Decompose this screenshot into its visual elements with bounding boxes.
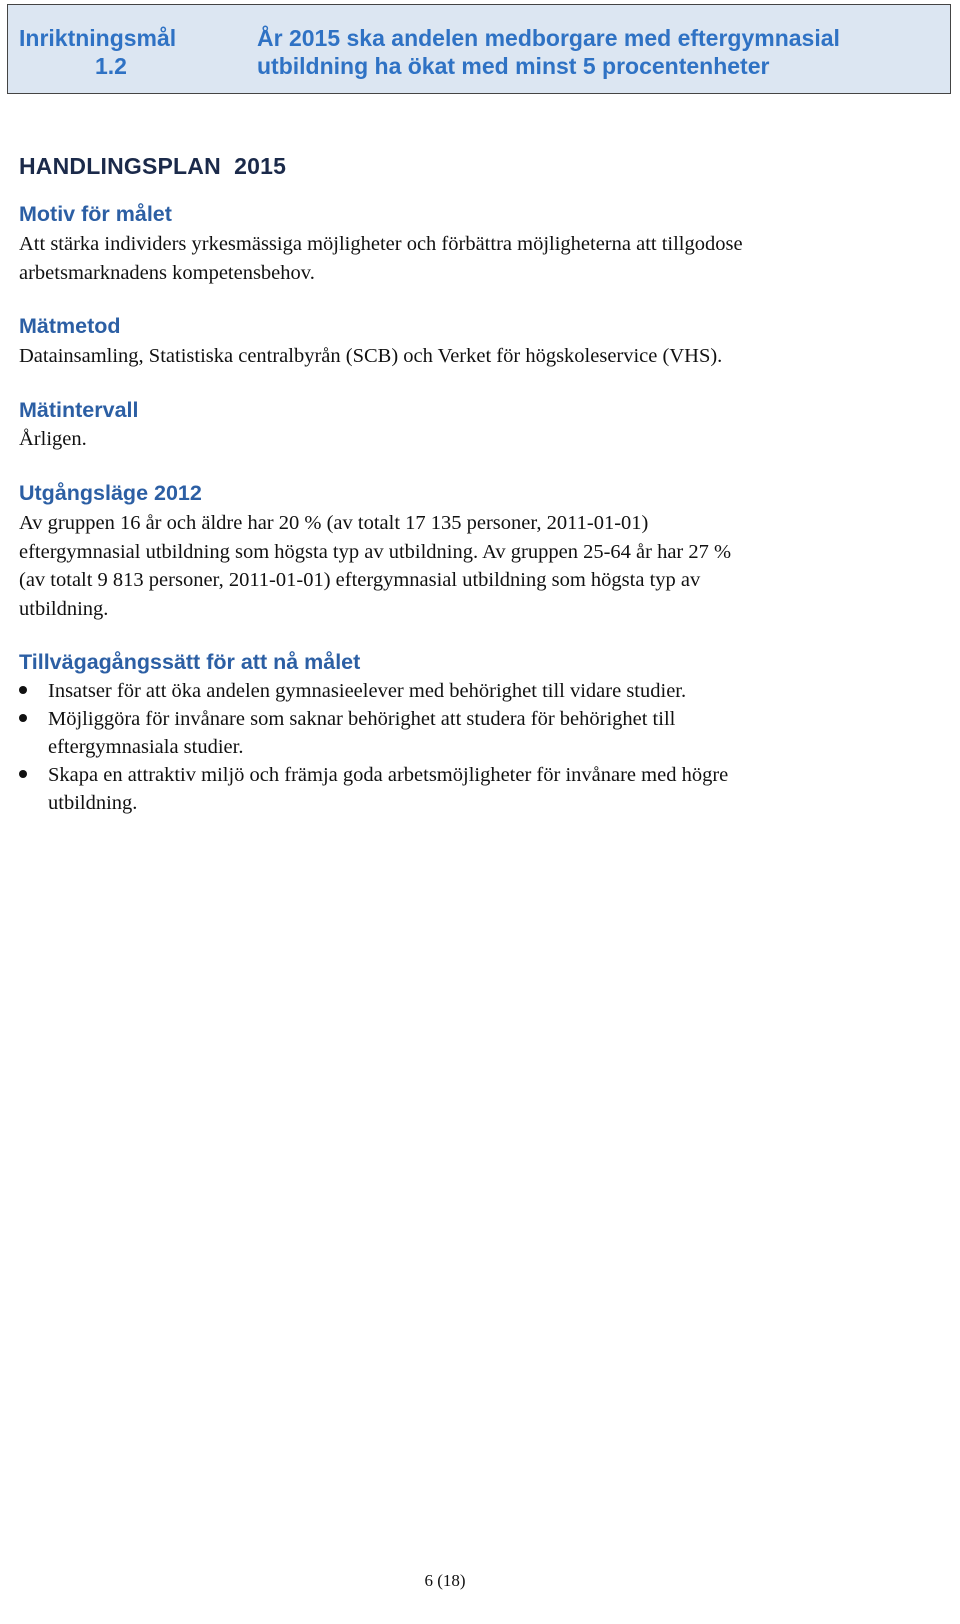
text-line: Av gruppen 16 år och äldre har 20 % (av totalt 17 135 personer, 2011-01-01) [19,512,649,534]
page-number: 6 (18) [424,1571,466,1590]
section-body-motiv [19,230,939,287]
goal-box [7,4,951,94]
section-heading-matmetod: Mätmetod [19,314,121,338]
bullet-icon [19,770,27,778]
text-line: (av totalt 9 813 personer, 2011-01-01) eftergymnasial utbildning som högsta typ av [19,569,701,591]
goal-text-line1: År 2015 ska andelen medborgare med eftergymnasial [257,25,840,51]
text-line: eftergymnasiala studier. [48,736,244,758]
bullet-icon [19,686,27,694]
text-line: Datainsamling, Statistiska centralbyrån (SCB) och Verket för högskoleservice (VHS). [19,345,723,367]
list-item [19,677,939,705]
text-line: Skapa en attraktiv miljö och främja goda arbetsmöjligheter för invånare med högre [48,764,729,786]
list-item [19,761,939,817]
text-line: arbetsmarknadens kompetensbehov. [19,261,315,284]
text-line: eftergymnasial utbildning som högsta typ av utbildning. Av gruppen 25-64 år har 27 % [19,540,732,563]
section-body-matmetod [19,342,939,371]
section-body-matintervall [19,425,939,454]
list-item [19,705,939,761]
goal-label [19,24,239,80]
bullet-list [19,677,939,817]
section-body-utgangslage [19,509,939,623]
text-line: Årligen. [19,428,87,450]
section-heading-matintervall: Mätintervall [19,398,139,422]
plan-title: HANDLINGSPLAN 2015 [19,153,287,179]
goal-label-line2: 1.2 [95,53,127,79]
section-heading-motiv: Motiv för målet [19,202,172,226]
text-line: Insatser för att öka andelen gymnasieelever med behörighet till vidare studier. [48,680,687,702]
text-line: Att stärka individers yrkesmässiga möjligheter och förbättra möjligheterna att tillgodose [19,233,743,255]
bullet-icon [19,714,27,722]
goal-label-line1: Inriktningsmål [19,25,177,51]
text-line: utbildning. [19,597,109,620]
goal-text [257,24,947,80]
section-heading-utgangslage: Utgångsläge 2012 [19,481,202,505]
text-line: Möjliggöra för invånare som saknar behörighet att studera för behörighet till [48,708,676,730]
section-heading-tillvagagangssatt: Tillvägagångssätt för att nå målet [19,650,361,674]
text-line: utbildning. [48,792,138,814]
goal-text-line2: utbildning ha ökat med minst 5 procentenheter [257,53,770,79]
